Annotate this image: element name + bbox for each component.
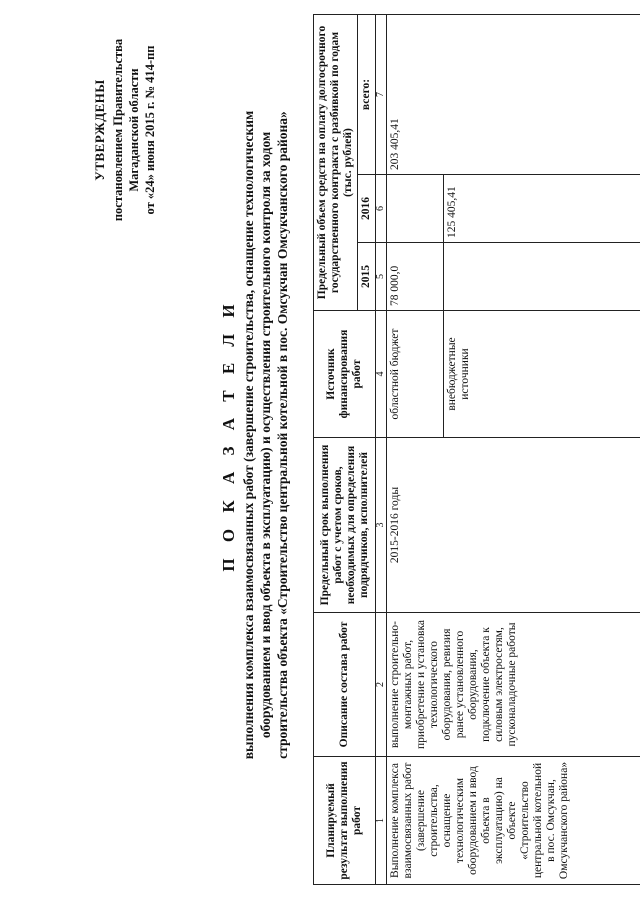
cell-empty xyxy=(387,175,444,243)
col-number: 3 xyxy=(376,438,387,613)
col-number: 4 xyxy=(376,311,387,438)
approval-stamp xyxy=(92,15,158,245)
header-source: Источник финансирования работ xyxy=(314,311,376,438)
cell-result: Выполнение комплекса взаимосвязанных работ (завершение строительства, оснащение технологическим оборудованием и ввод объекта в эксплуатацию) на объекте «Строительство центральной котельной в пос. Омсукчан, Омсукчанского района» xyxy=(387,757,640,885)
cell-amount-2016: 125 405,41 xyxy=(444,175,640,243)
approval-heading: УТВЕРЖДЕНЫ xyxy=(92,79,107,181)
approval-line-2: Магаданской области xyxy=(127,68,141,192)
cell-description: выполнение строительно-монтажных работ, приобретение и установка технологического оборудования, ревизия ранее установленного оборудования, подключение объекта к силовым электросетям, пусконаладочные работы xyxy=(387,613,640,757)
indicators-table xyxy=(313,14,640,885)
approval-line-1: постановлением Правительства xyxy=(111,38,125,222)
approval-line-3: от «24» июня 2015 г. № 414-пп xyxy=(143,45,157,215)
header-funding-group: Предельный объем средств на оплату долгосрочного государственного контракта с разбивкой по годам (тыс. рублей) xyxy=(314,14,358,310)
cell-amount-2015: 78 000,0 xyxy=(387,243,444,311)
cell-amount-total: 203 405,41 xyxy=(387,14,640,174)
header-total: всего: xyxy=(358,14,376,174)
cell-empty xyxy=(444,243,640,311)
col-number: 1 xyxy=(376,757,387,885)
title-line-1: выполнения комплекса взаимосвязанных работ (завершение строительства, оснащение технологическим xyxy=(241,110,256,760)
col-number: 2 xyxy=(376,613,387,757)
header-2016: 2016 xyxy=(358,175,376,243)
col-number: 7 xyxy=(376,14,387,174)
document-title xyxy=(218,5,291,865)
cell-source-extrabudgetary: внебюджетные источники xyxy=(444,311,640,438)
cell-term: 2015-2016 годы xyxy=(387,438,640,613)
header-description: Описание состава работ xyxy=(314,613,376,757)
title-main: П О К А З А Т Е Л И xyxy=(219,298,238,572)
col-number: 5 xyxy=(376,243,387,311)
title-line-2: оборудованием и ввод объекта в эксплуатацию) и осуществления строительного контроля за ходом xyxy=(258,131,273,739)
numbering-row xyxy=(376,14,387,884)
header-term: Предельный срок выполнения работ с учетом сроков, необходимых для определения подрядчиков, исполнителей xyxy=(314,438,376,613)
table-row xyxy=(387,14,444,884)
title-line-3: строительства объекта «Строительство центральной котельной в пос. Омсукчан Омсукчанского района» xyxy=(275,111,290,759)
cell-source-regional: областной бюджет xyxy=(387,311,444,438)
header-result: Планируемый результат выполнения работ xyxy=(314,757,376,885)
col-number: 6 xyxy=(376,175,387,243)
header-2015: 2015 xyxy=(358,243,376,311)
